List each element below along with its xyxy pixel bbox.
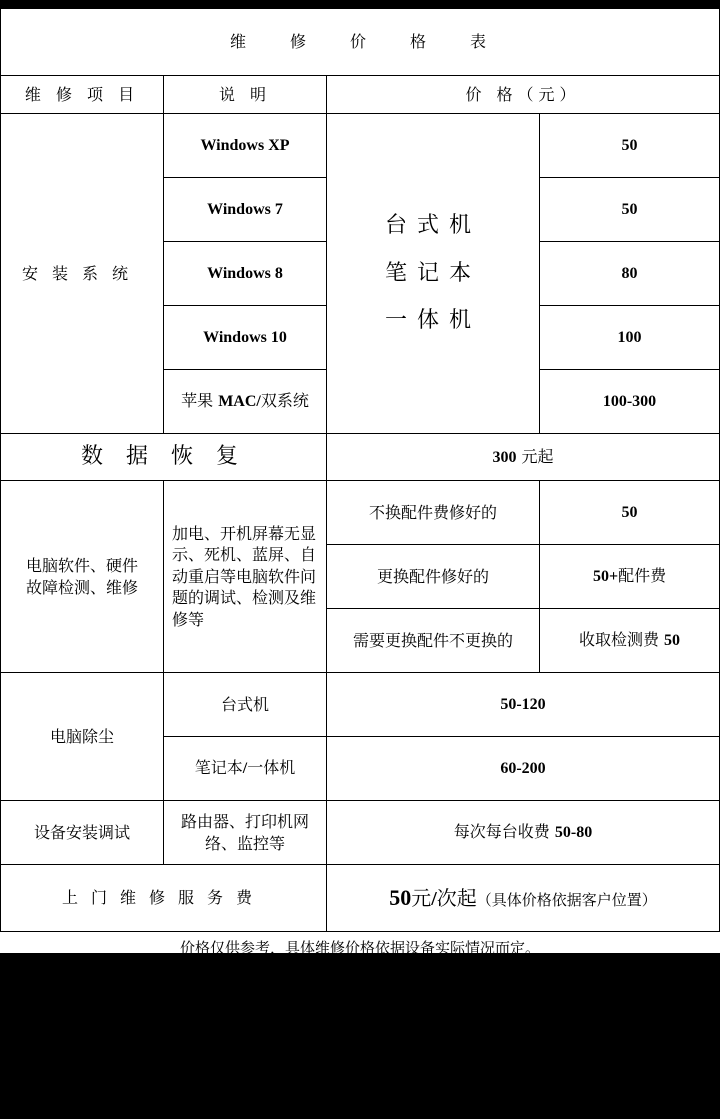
recovery-price: 300 元起 [327, 434, 720, 481]
repair-condition-1: 不换配件费修好的 [327, 481, 540, 545]
install-price-win7: 50 [540, 178, 720, 242]
header-item: 维 修 项 目 [1, 76, 164, 114]
repair-condition-2: 更换配件修好的 [327, 545, 540, 609]
dust-price-laptop: 60-200 [327, 737, 720, 801]
repair-price-1: 50 [540, 481, 720, 545]
price-table [0, 8, 720, 932]
category-install-system: 安装系统 [1, 114, 164, 434]
install-price-win8: 80 [540, 242, 720, 306]
category-repair: 电脑软件、硬件故障检测、维修 [1, 481, 164, 673]
device-type-desktop: 台式机 [384, 212, 481, 238]
repair-price-2: 50+配件费 [540, 545, 720, 609]
install-desc-win10: Windows 10 [164, 306, 327, 370]
device-price: 每次每台收费 50-80 [327, 801, 720, 865]
device-description: 路由器、打印机网络、监控等 [164, 801, 327, 865]
category-onsite-service: 上门维修服务费 [1, 865, 327, 932]
device-type-laptop: 笔记本 [384, 260, 481, 286]
category-data-recovery: 数 据 恢 复 [1, 434, 327, 481]
category-device-setup: 设备安装调试 [1, 801, 164, 865]
onsite-price: 50元/次起（具体价格依据客户位置） [327, 865, 720, 932]
install-price-win10: 100 [540, 306, 720, 370]
repair-price-3: 收取检测费 50 [540, 609, 720, 673]
price-sheet [0, 8, 720, 957]
device-type-allinone: 一体机 [384, 308, 481, 334]
page-title: 维修价格表 [1, 9, 720, 76]
install-price-mac: 100-300 [540, 370, 720, 434]
repair-description: 加电、开机屏幕无显示、死机、蓝屏、自动重启等电脑软件问题的调试、检测及维修等 [164, 481, 327, 673]
repair-condition-3: 需要更换配件不更换的 [327, 609, 540, 673]
footnote: 价格仅供参考，具体维修价格依据设备实际情况而定。 [179, 939, 540, 957]
category-dust-cleaning: 电脑除尘 [1, 673, 164, 801]
install-desc-mac: 苹果 MAC/双系统 [164, 370, 327, 434]
header-price: 价 格（元） [327, 76, 720, 114]
dust-price-desktop: 50-120 [327, 673, 720, 737]
install-desc-win7: Windows 7 [164, 178, 327, 242]
install-desc-xp: Windows XP [164, 114, 327, 178]
install-desc-win8: Windows 8 [164, 242, 327, 306]
install-price-xp: 50 [540, 114, 720, 178]
install-device-types [327, 114, 540, 434]
dust-desc-desktop: 台式机 [164, 673, 327, 737]
header-desc: 说 明 [164, 76, 327, 114]
dust-desc-laptop: 笔记本/一体机 [164, 737, 327, 801]
